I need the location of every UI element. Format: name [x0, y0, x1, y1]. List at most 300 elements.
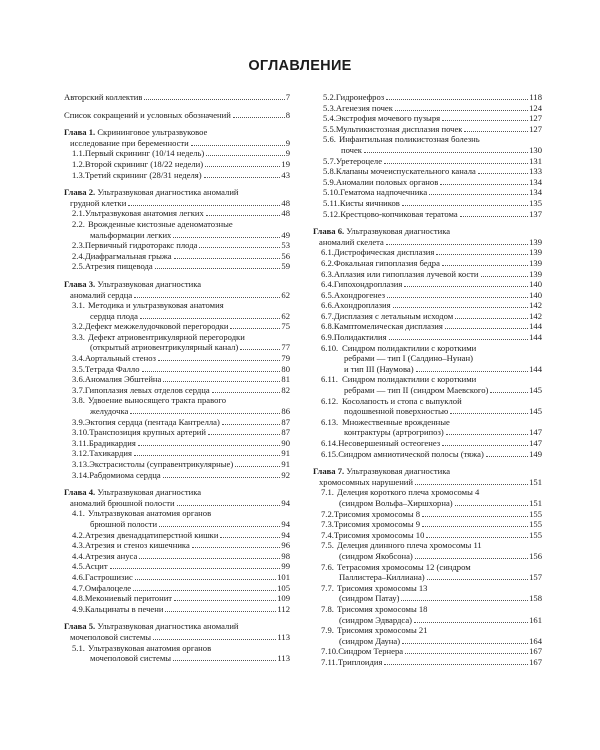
- dot-leader: [442, 445, 528, 446]
- toc-entry-title: Ультразвуковая диагностика: [346, 466, 451, 477]
- toc-entry-title: Дефект межжелудочковой перегородки: [84, 321, 229, 332]
- toc-entry-title: Кисты яичников: [339, 197, 400, 208]
- toc-entry-number: 3.8.: [72, 395, 85, 406]
- dot-leader: [415, 558, 528, 559]
- dot-leader: [386, 244, 528, 245]
- toc-entry-title: Кальцинаты в печени: [84, 603, 164, 614]
- toc-entry-title: Гипоплазия левых отделов сердца: [84, 384, 210, 395]
- toc-entry-title: Инфантильная поликистозная болезнь: [339, 134, 480, 145]
- dot-leader: [173, 660, 276, 661]
- toc-entry-title: Триплоидия: [337, 656, 383, 667]
- toc-entry-number: 7.3.: [321, 519, 334, 530]
- toc-entry-title: аномалий брюшной полости: [70, 497, 175, 508]
- page-number: 75: [281, 321, 290, 332]
- toc-entry-title: Крестцово-копчиковая тератома: [340, 208, 458, 219]
- page-number: 144: [529, 363, 542, 374]
- toc-entry-number: 2.3.: [72, 240, 85, 251]
- dot-leader: [364, 152, 528, 153]
- page-number: 140: [529, 279, 542, 290]
- page-number: 135: [529, 197, 542, 208]
- page-number: 48: [281, 197, 290, 208]
- toc-entry-number: 4.3.: [72, 540, 85, 551]
- toc-entry-title: сердца плода: [90, 310, 138, 321]
- toc-entry-title: аномалий скелета: [319, 236, 384, 247]
- toc-entry: [58, 261, 290, 272]
- toc-entry-number: 5.11.: [323, 197, 340, 208]
- toc-entry-title: Множественные врожденные: [342, 416, 450, 427]
- toc-entry-title: Тетрада Фалло: [84, 363, 140, 374]
- toc-entry: [58, 321, 290, 332]
- toc-entry: [58, 374, 290, 385]
- toc-entry: [309, 519, 542, 530]
- toc-entry-number: 3.12.: [72, 448, 90, 459]
- toc-entry-title: мочеполовой системы: [70, 631, 152, 642]
- page-number: 155: [529, 508, 542, 519]
- toc-entry-title: грудной клетки: [70, 197, 127, 208]
- page-number: 131: [529, 155, 542, 166]
- toc-entry: [58, 470, 290, 481]
- toc-entry: [58, 332, 290, 353]
- toc-entry-title: (открытый атриовентрикулярный канал): [90, 342, 239, 353]
- page-number: 145: [529, 385, 542, 396]
- toc-entry: [309, 343, 542, 375]
- dot-leader: [140, 318, 280, 319]
- toc-entry-title: аномалий сердца: [70, 289, 133, 300]
- toc-entry-title: Аномалии половых органов: [335, 176, 439, 187]
- toc-entry-number: 7.2.: [321, 508, 334, 519]
- dot-leader: [442, 265, 528, 266]
- toc-entry-number: 6.4.: [321, 279, 334, 290]
- toc-entry-title: Ультразвуковая анатомия легких: [84, 208, 204, 219]
- toc-entry-number: 5.7.: [323, 155, 336, 166]
- toc-entry: [309, 187, 542, 198]
- dot-leader: [134, 297, 280, 298]
- page-number: 9: [285, 148, 290, 159]
- dot-leader: [384, 163, 528, 164]
- toc-entry-number: 5.10.: [323, 187, 341, 198]
- page-number: 53: [281, 240, 290, 251]
- page-number: 149: [529, 448, 542, 459]
- dot-leader: [144, 99, 284, 100]
- toc-entry-number: 3.10.: [72, 427, 90, 438]
- toc-entry: [58, 417, 290, 428]
- toc-entry: [58, 561, 290, 572]
- toc-entry-title: мальформации легких: [90, 229, 172, 240]
- dot-leader: [486, 456, 528, 457]
- page-number: 139: [529, 257, 542, 268]
- toc-entry-number: 3.2.: [72, 321, 85, 332]
- toc-entry: [309, 300, 542, 311]
- toc-entry: [58, 448, 290, 459]
- page-number: 48: [281, 208, 290, 219]
- toc-entry: [309, 258, 542, 269]
- toc-entry-title: Ультразвуковая анатомия органов: [88, 508, 212, 519]
- toc-entry-title: Эктопия сердца (пентада Кантрелла): [84, 416, 220, 427]
- toc-entry-title: Атрезия и стеноз кишечника: [84, 540, 190, 551]
- page-number: 130: [529, 144, 542, 155]
- page-number: 19: [281, 158, 290, 169]
- toc-entry-title: желудочка: [90, 406, 129, 417]
- page-number: 49: [281, 229, 290, 240]
- toc-entry-number: 6.1.: [321, 247, 334, 258]
- toc-chapter-entry: [58, 187, 290, 208]
- toc-entry: [309, 449, 542, 460]
- dot-leader: [442, 120, 528, 121]
- toc-entry: [309, 374, 542, 395]
- dot-leader: [415, 484, 528, 485]
- toc-entry-number: 4.4.: [72, 550, 85, 561]
- chapter-label: Глава 1.: [64, 127, 96, 138]
- toc-entry-title: (синдром Патау): [339, 593, 400, 604]
- toc-entry: [309, 209, 542, 220]
- toc-entry: [58, 353, 290, 364]
- toc-entry-title: Список сокращений и условных обозначений: [64, 109, 231, 120]
- toc-entry: [58, 240, 290, 251]
- dot-leader: [386, 99, 528, 100]
- toc-entry-number: 4.2.: [72, 529, 85, 540]
- toc-entry-number: 2.1.: [72, 208, 85, 219]
- toc-entry-title: Трисомия хромосомы 8: [333, 508, 421, 519]
- toc-entry: [58, 395, 290, 416]
- dot-leader: [440, 184, 528, 185]
- toc-entry-title: ребрами — тип I (Салдино–Нунан): [344, 353, 473, 364]
- toc-entry: [309, 657, 542, 668]
- page-number: 151: [529, 476, 542, 487]
- toc-entry: [58, 540, 290, 551]
- toc-entry-title: (синдром Якобсона): [339, 550, 413, 561]
- dot-leader: [387, 297, 528, 298]
- toc-entry-number: 2.5.: [72, 261, 85, 272]
- dot-leader: [464, 131, 528, 132]
- toc-entry-number: 3.5.: [72, 363, 85, 374]
- page-number: 167: [529, 646, 542, 657]
- toc-entry: [309, 332, 542, 343]
- toc-entry-number: 6.8.: [321, 321, 334, 332]
- toc-entry-number: 6.14.: [321, 438, 339, 448]
- toc-entry: [309, 646, 542, 657]
- toc-entry: [58, 92, 290, 103]
- page-number: 87: [281, 416, 290, 427]
- toc-entry-number: 2.2.: [72, 218, 85, 229]
- toc-entry: [309, 103, 542, 114]
- toc-entry-title: Делеция длинного плеча хромосомы 11: [337, 540, 482, 551]
- toc-entry-title: брюшной полости: [90, 518, 158, 529]
- toc-entry-title: Косолапость и стопа с выпуклой: [342, 395, 462, 406]
- toc-entry: [58, 583, 290, 594]
- toc-chapter-entry: [58, 127, 290, 148]
- toc-entry-title: Асцит: [84, 561, 108, 572]
- toc-entry-title: Фокальная гипоплазия бедра: [333, 257, 440, 268]
- toc-entry: [309, 396, 542, 417]
- page-number: 91: [281, 448, 290, 459]
- toc-entry: [58, 572, 290, 583]
- toc-entry: [309, 269, 542, 280]
- chapter-label: Глава 6.: [313, 226, 345, 237]
- dot-leader: [142, 371, 281, 372]
- toc-entry-title: Атрезия ануса: [84, 550, 138, 561]
- toc-entry: [309, 279, 542, 290]
- toc-entry-number: 4.6.: [72, 571, 85, 582]
- toc-entry: [309, 321, 542, 332]
- dot-leader: [158, 360, 281, 361]
- page-number: 59: [281, 261, 290, 272]
- dot-leader: [133, 590, 276, 591]
- toc-entry-title: Рабдомиома сердца: [89, 469, 161, 480]
- toc-entry: [309, 487, 542, 508]
- toc-entry-number: 1.2.: [72, 158, 85, 169]
- dot-leader: [402, 643, 528, 644]
- toc-entry-number: 6.11.: [321, 374, 338, 385]
- toc-entry-number: 5.4.: [323, 113, 336, 124]
- toc-entry-title: Дисплазия с летальным исходом: [333, 310, 454, 321]
- page-number: 77: [281, 342, 290, 353]
- dot-leader: [205, 166, 280, 167]
- page-number: 164: [529, 635, 542, 646]
- toc-entry: [58, 593, 290, 604]
- toc-entry-number: 4.8.: [72, 593, 85, 604]
- toc-entry-number: 3.4.: [72, 353, 85, 364]
- page-number: 144: [529, 332, 542, 343]
- page-number: 99: [281, 561, 290, 572]
- toc-entry: [58, 251, 290, 262]
- page-number: 127: [529, 123, 542, 134]
- toc-entry-title: Паллистера–Киллиана): [339, 572, 425, 583]
- toc-entry-title: Трисомия хромосомы 18: [337, 603, 428, 614]
- dot-leader: [163, 477, 281, 478]
- page-number: 94: [281, 518, 290, 529]
- dot-leader: [235, 466, 280, 467]
- toc-entry-title: Полидактилия: [333, 332, 387, 343]
- toc-entry: [309, 166, 542, 177]
- page-number: 101: [277, 571, 290, 582]
- dot-leader: [208, 434, 280, 435]
- toc-entry-number: 4.7.: [72, 582, 85, 593]
- page-number: 96: [281, 540, 290, 551]
- dot-leader: [192, 547, 281, 548]
- toc-entry-number: 3.3.: [72, 331, 85, 342]
- toc-entry-title: Делеция короткого плеча хромосомы 4: [337, 487, 480, 498]
- toc-entry-number: 5.5.: [323, 123, 336, 134]
- toc-entry-title: Камптомелическая дисплазия: [333, 321, 443, 332]
- toc-entry: [309, 562, 542, 583]
- toc-entry-title: Тахикардия: [89, 448, 132, 459]
- page-number: 118: [529, 92, 542, 102]
- dot-leader: [155, 268, 281, 269]
- dot-leader: [165, 611, 276, 612]
- dot-leader: [233, 117, 285, 118]
- toc-entry: [58, 159, 290, 170]
- toc-entry-title: Трисомия хромосомы 10: [333, 529, 425, 540]
- page-number: 62: [281, 310, 290, 321]
- dot-leader: [206, 215, 281, 216]
- page-number: 98: [281, 550, 290, 561]
- toc-entry-title: Гидронефроз: [335, 92, 385, 102]
- dot-leader: [222, 424, 281, 425]
- toc-entry: [309, 134, 542, 155]
- page-number: 158: [529, 593, 542, 604]
- toc-entry-title: Транспозиция крупных артерий: [89, 427, 206, 438]
- toc-entry-number: 7.1.: [321, 487, 334, 498]
- toc-entry: [309, 438, 542, 449]
- toc-entry-title: Ультразвуковая диагностика аномалий: [97, 621, 239, 632]
- toc-entry-title: подошвенной поверхностью: [344, 406, 449, 417]
- dot-leader: [402, 205, 528, 206]
- toc-entry-title: Второй скрининг (18/22 недели): [84, 158, 204, 169]
- page-number: 134: [529, 176, 542, 187]
- toc-entry: [309, 583, 542, 604]
- page-number: 79: [281, 353, 290, 364]
- toc-entry: [58, 438, 290, 449]
- dot-leader: [220, 537, 280, 538]
- toc-entry-title: Трисомия хромосомы 13: [337, 582, 428, 593]
- dot-leader: [404, 286, 528, 287]
- toc-entry-title: Первичный гидроторакс плода: [84, 240, 198, 251]
- toc-entry-number: 6.5.: [321, 289, 334, 300]
- dot-leader: [230, 328, 280, 329]
- page-number: 90: [281, 437, 290, 448]
- toc-entry-number: 7.11.: [321, 656, 338, 667]
- dot-leader: [110, 568, 281, 569]
- page-number: 92: [281, 469, 290, 480]
- page-number: 140: [529, 289, 542, 300]
- page-number: 113: [277, 653, 290, 664]
- toc-entry: [58, 551, 290, 562]
- toc-entry-title: мочеполовой системы: [90, 653, 172, 664]
- toc-entry-number: 5.1.: [72, 642, 85, 653]
- chapter-label: Глава 4.: [64, 487, 96, 498]
- page-number: 9: [285, 137, 290, 148]
- page-number: 94: [281, 497, 290, 508]
- toc-entry-title: Клапаны мочеиспускательного канала: [335, 166, 476, 177]
- page-number: 145: [529, 406, 542, 417]
- toc-entry-title: Удвоение выносящего тракта правого: [88, 395, 226, 406]
- dot-leader: [174, 600, 276, 601]
- toc-entry: [58, 208, 290, 219]
- toc-entry-number: 3.9.: [72, 416, 85, 427]
- page-number: 43: [281, 169, 290, 180]
- toc-entry: [309, 92, 542, 103]
- toc-chapter-entry: [58, 279, 290, 300]
- toc-entry-number: 3.13.: [72, 459, 90, 469]
- dot-leader: [490, 392, 528, 393]
- toc-entry-number: 5.3.: [323, 102, 336, 113]
- toc-entry-title: Синдром полидактилии с короткими: [342, 374, 477, 385]
- toc-entry-number: 3.14.: [72, 469, 90, 480]
- page-number: 139: [529, 268, 542, 279]
- toc-entry-number: 1.3.: [72, 169, 85, 180]
- dot-leader: [481, 276, 529, 277]
- dot-leader: [422, 526, 528, 527]
- page-number: 86: [281, 406, 290, 417]
- toc-entry-title: Несовершенный остеогенез: [338, 438, 441, 448]
- toc-entry-number: 3.11.: [72, 437, 89, 448]
- toc-entry-number: 6.12.: [321, 395, 339, 406]
- page-number: 127: [529, 113, 542, 124]
- toc-entry: [309, 540, 542, 561]
- toc-entry-title: Ультразвуковая диагностика: [346, 226, 451, 237]
- toc-left-column: [58, 92, 290, 664]
- toc-entry: [58, 364, 290, 375]
- dot-leader: [395, 110, 528, 111]
- toc-entry-title: Агенезия почек: [335, 102, 393, 113]
- toc-entry: [58, 604, 290, 615]
- chapter-label: Глава 7.: [313, 466, 345, 477]
- page-number: 56: [281, 250, 290, 261]
- dot-leader: [422, 516, 528, 517]
- toc-entry-title: Уретероцеле: [335, 155, 383, 166]
- toc-entry-number: 6.6.: [321, 300, 334, 311]
- toc-entry-number: 6.15.: [321, 448, 339, 459]
- dot-leader: [206, 155, 284, 156]
- page-number: 147: [529, 438, 542, 448]
- toc-chapter-entry: [58, 487, 290, 508]
- toc-entry-title: Аортальный стеноз: [84, 353, 156, 364]
- toc-entry-number: 6.7.: [321, 310, 334, 321]
- toc-entry: [58, 427, 290, 438]
- toc-entry-number: 5.2.: [323, 92, 336, 102]
- toc-entry-number: 3.7.: [72, 384, 85, 395]
- toc-entry-number: 7.6.: [321, 561, 334, 572]
- toc-entry: [58, 459, 290, 470]
- toc-entry-title: контрактуры (артрогрипоз): [344, 427, 444, 438]
- toc-entry: [58, 300, 290, 321]
- toc-entry: [309, 625, 542, 646]
- toc-entry: [58, 110, 290, 121]
- page-number: 139: [529, 236, 542, 247]
- chapter-label: Глава 5.: [64, 621, 96, 632]
- toc-entry: [58, 148, 290, 159]
- toc-entry-title: исследование при беременности: [70, 137, 189, 148]
- toc-entry-title: Брадикардия: [88, 437, 136, 448]
- page-number: 8: [285, 109, 290, 120]
- dot-leader: [436, 254, 528, 255]
- toc-entry-title: Ультразвуковая диагностика: [97, 487, 202, 498]
- toc-entry-title: Гастрошизис: [84, 571, 133, 582]
- dot-leader: [240, 349, 280, 350]
- page-number: 167: [529, 656, 542, 667]
- toc-entry: [58, 508, 290, 529]
- dot-leader: [445, 328, 528, 329]
- page-number: 105: [277, 582, 290, 593]
- page-title: ОГЛАВЛЕНИЕ: [248, 58, 352, 74]
- toc-entry-number: 4.1.: [72, 508, 85, 519]
- dot-leader: [478, 173, 528, 174]
- page-number: 62: [281, 289, 290, 300]
- page-number: 139: [529, 247, 542, 258]
- page-number: 151: [529, 497, 542, 508]
- chapter-label: Глава 3.: [64, 278, 96, 289]
- toc-entry-title: Диафрагмальная грыжа: [84, 250, 172, 261]
- toc-entry-number: 1.1.: [72, 148, 85, 159]
- toc-entry: [309, 124, 542, 135]
- toc-entry-title: Ультразвуковая диагностика аномалий: [97, 187, 239, 198]
- toc-entry: [58, 385, 290, 396]
- toc-entry-title: (синдром Вольфа–Хиршхорна): [339, 497, 453, 508]
- toc-entry-title: Авторский коллектив: [64, 92, 143, 102]
- toc-entry-title: Экстрасистолы (суправентрикулярные): [89, 459, 234, 469]
- dot-leader: [163, 381, 280, 382]
- dot-leader: [455, 318, 528, 319]
- toc-entry-number: 3.1.: [72, 300, 85, 311]
- dot-leader: [130, 413, 280, 414]
- page-number: 144: [529, 321, 542, 332]
- dot-leader: [199, 247, 280, 248]
- toc-entry-number: 2.4.: [72, 250, 85, 261]
- page-number: 137: [529, 208, 542, 219]
- toc-entry-title: Ахондрогенез: [333, 289, 386, 300]
- dot-leader: [389, 339, 528, 340]
- page-number: 109: [277, 593, 290, 604]
